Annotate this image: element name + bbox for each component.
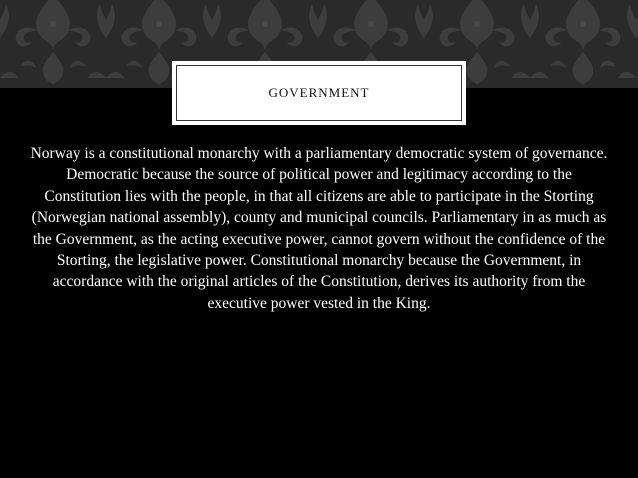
title-box [172,61,466,125]
slide-title: GOVERNMENT [268,85,370,100]
slide-body-text: Norway is a constitutional monarchy with a parliamentary democratic system of governance. Democratic because the source of political power and legitimacy according to the Constitution lies with the people, in that all citizens are able to participate in the Storting (Norwegian national assembly), county and municipal councils. Parliamentary in as much as the Government, as the acting executive power, cannot govern without the confidence of the Storting, the legislative power. Constitutional monarchy because the Government, in accordance with the original articles of the Constitution, derives its authority from the executive power vested in the King. [30,145,608,312]
